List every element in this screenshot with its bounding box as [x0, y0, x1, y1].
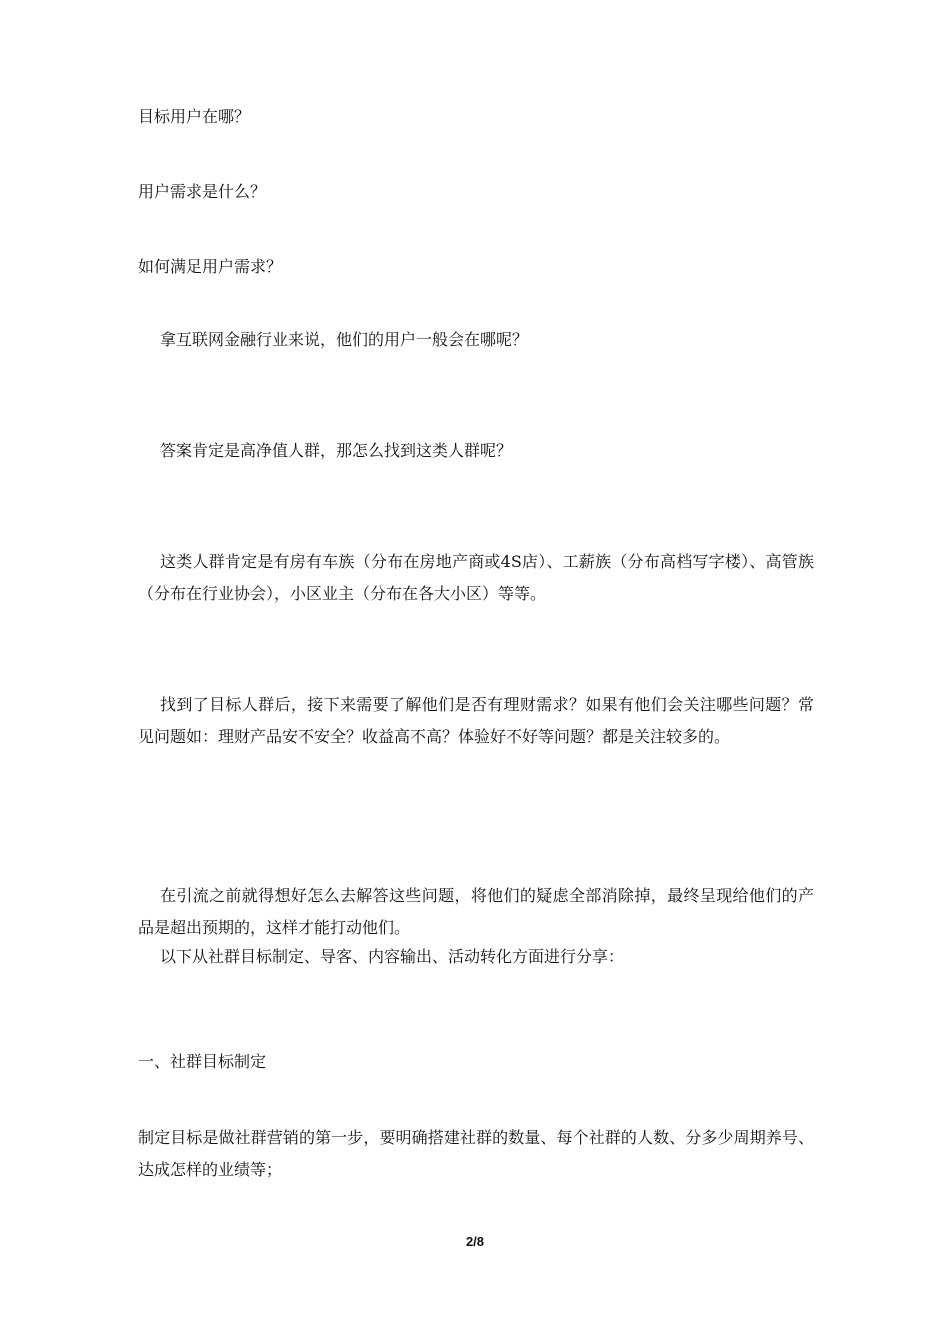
question-satisfy-needs: 如何满足用户需求？ — [138, 257, 283, 276]
paragraph-fintech-users: 拿互联网金融行业来说，他们的用户一般会在哪呢？ — [160, 330, 529, 349]
paragraph-user-concerns: 找到了目标人群后，接下来需要了解他们是否有理财需求？如果有他们会关注哪些问题？常见问题如：理财产品安不安全？收益高不高？体验好不好等问题？都是关注较多的。 — [138, 695, 814, 746]
paragraph-sharing-outline: 以下从社群目标制定、导客、内容输出、活动转化方面进行分享： — [160, 947, 625, 966]
question-user-needs: 用户需求是什么？ — [138, 182, 267, 201]
paragraph-answer-questions: 在引流之前就得想好怎么去解答这些问题，将他们的疑虑全部消除掉，最终呈现给他们的产品是超出预期的，这样才能打动他们。 — [138, 886, 814, 937]
page-number: 2/8 — [465, 1234, 485, 1249]
question-target-users: 目标用户在哪？ — [138, 107, 251, 126]
paragraph-high-net-worth: 答案肯定是高净值人群，那怎么找到这类人群呢？ — [160, 441, 513, 460]
section-heading: 一、社群目标制定 — [138, 1052, 267, 1071]
paragraph-user-groups: 这类人群肯定是有房有车族（分布在房地产商或4S店）、工薪族（分布高档写字楼）、高管族（分布在行业协会），小区业主（分布在各大小区）等等。 — [138, 552, 814, 603]
paragraph-goal-setting: 制定目标是做社群营销的第一步，要明确搭建社群的数量、每个社群的人数、分多少周期养号、达成怎样的业绩等； — [138, 1128, 814, 1179]
